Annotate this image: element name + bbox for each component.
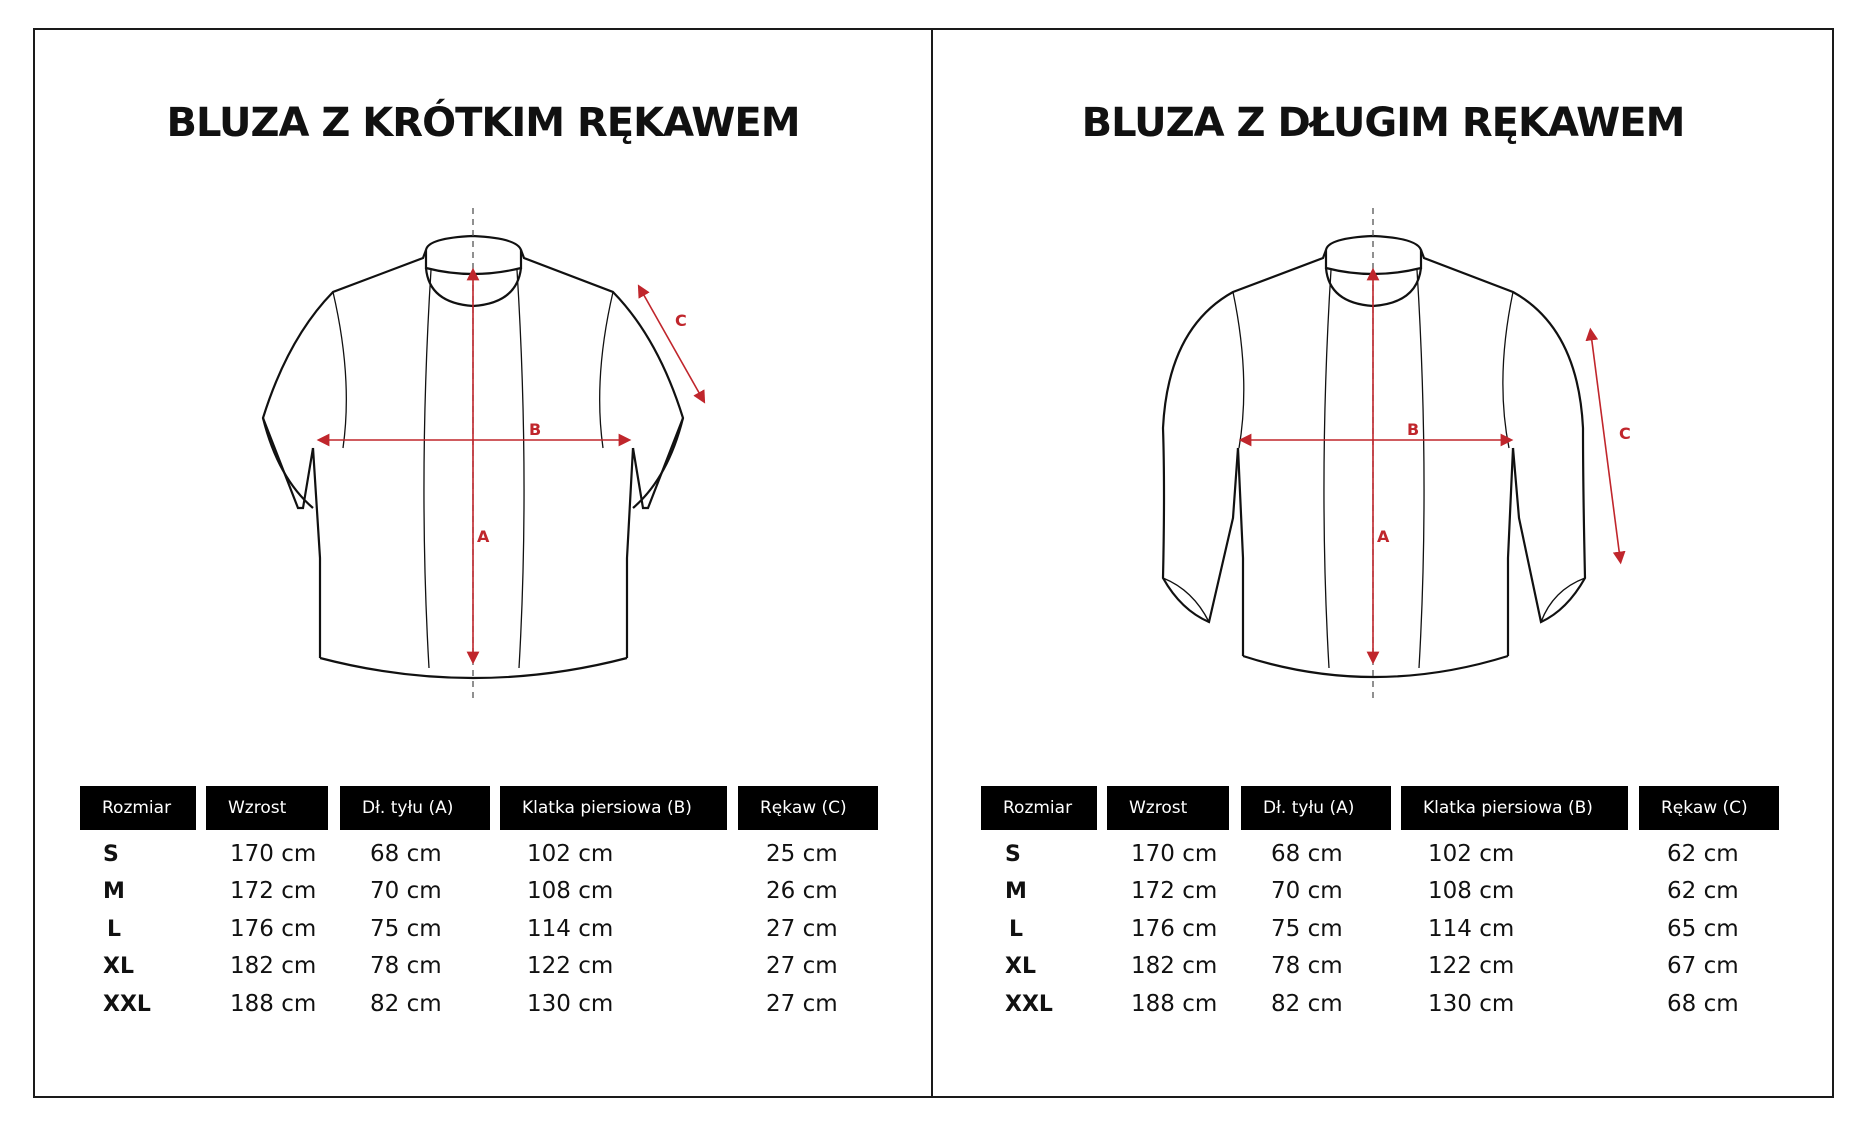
long-sleeve-panel xyxy=(933,28,1833,1098)
table-row xyxy=(933,873,1833,910)
shirt-outline xyxy=(1163,236,1585,677)
cell-back: 82 cm xyxy=(370,991,442,1017)
cell-sleeve: 62 cm xyxy=(1667,841,1739,867)
cell-height: 188 cm xyxy=(1131,991,1218,1017)
measure-a-label: A xyxy=(477,527,490,546)
cell-sleeve: 26 cm xyxy=(766,878,838,904)
cell-size: L xyxy=(1009,917,1024,942)
measure-c-label: C xyxy=(675,311,687,330)
cell-chest: 130 cm xyxy=(527,991,614,1017)
cell-chest: 130 cm xyxy=(1428,991,1515,1017)
cell-back: 82 cm xyxy=(1271,991,1343,1017)
table-row xyxy=(33,873,933,910)
cell-chest: 114 cm xyxy=(527,916,614,942)
table-row xyxy=(33,986,933,1023)
cell-size: S xyxy=(1005,842,1021,867)
header-height: Wzrost xyxy=(206,786,328,830)
cell-size: L xyxy=(107,917,122,942)
cell-chest: 122 cm xyxy=(527,953,614,979)
cell-chest: 122 cm xyxy=(1428,953,1515,979)
cell-sleeve: 67 cm xyxy=(1667,953,1739,979)
cell-height: 170 cm xyxy=(230,841,317,867)
header-size: Rozmiar xyxy=(80,786,196,830)
panel-title: BLUZA Z KRÓTKIM RĘKAWEM xyxy=(166,100,800,146)
measure-a-label: A xyxy=(1377,527,1390,546)
header-height: Wzrost xyxy=(1107,786,1229,830)
cell-height: 182 cm xyxy=(230,953,317,979)
table-row xyxy=(933,948,1833,985)
long-sleeve-diagram xyxy=(933,178,1833,738)
cell-chest: 102 cm xyxy=(1428,841,1515,867)
cell-height: 182 cm xyxy=(1131,953,1218,979)
cell-height: 176 cm xyxy=(230,916,317,942)
cell-back: 70 cm xyxy=(1271,878,1343,904)
measure-c-arrow xyxy=(1591,334,1620,558)
cell-sleeve: 27 cm xyxy=(766,991,838,1017)
cell-back: 78 cm xyxy=(370,953,442,979)
table-row xyxy=(33,836,933,873)
table-row xyxy=(933,836,1833,873)
header-size: Rozmiar xyxy=(981,786,1097,830)
cell-sleeve: 68 cm xyxy=(1667,991,1739,1017)
cell-size: M xyxy=(1005,879,1027,904)
cell-chest: 108 cm xyxy=(1428,878,1515,904)
size-table xyxy=(33,786,933,1086)
cell-size: XXL xyxy=(1005,992,1053,1017)
cell-back: 70 cm xyxy=(370,878,442,904)
cell-size: XL xyxy=(103,954,134,979)
cell-size: M xyxy=(103,879,125,904)
size-table xyxy=(933,786,1833,1086)
cell-height: 176 cm xyxy=(1131,916,1218,942)
cell-back: 75 cm xyxy=(370,916,442,942)
cell-back: 68 cm xyxy=(370,841,442,867)
table-row xyxy=(33,948,933,985)
cell-height: 172 cm xyxy=(1131,878,1218,904)
header-sleeve: Rękaw (C) xyxy=(1639,786,1779,830)
header-sleeve: Rękaw (C) xyxy=(738,786,878,830)
cell-chest: 102 cm xyxy=(527,841,614,867)
cell-height: 172 cm xyxy=(230,878,317,904)
panel-title: BLUZA Z DŁUGIM RĘKAWEM xyxy=(1081,100,1685,146)
header-chest: Klatka piersiowa (B) xyxy=(1401,786,1628,830)
cell-size: S xyxy=(103,842,119,867)
cell-size: XXL xyxy=(103,992,151,1017)
table-row xyxy=(33,911,933,948)
cell-chest: 108 cm xyxy=(527,878,614,904)
cell-sleeve: 65 cm xyxy=(1667,916,1739,942)
cell-chest: 114 cm xyxy=(1428,916,1515,942)
measure-b-label: B xyxy=(529,420,542,439)
cell-height: 188 cm xyxy=(230,991,317,1017)
cell-back: 78 cm xyxy=(1271,953,1343,979)
cell-sleeve: 62 cm xyxy=(1667,878,1739,904)
cell-back: 75 cm xyxy=(1271,916,1343,942)
cell-sleeve: 27 cm xyxy=(766,953,838,979)
header-back-length: Dł. tyłu (A) xyxy=(340,786,490,830)
table-row xyxy=(933,986,1833,1023)
table-row xyxy=(933,911,1833,948)
short-sleeve-diagram xyxy=(33,178,933,738)
cell-back: 68 cm xyxy=(1271,841,1343,867)
cell-sleeve: 27 cm xyxy=(766,916,838,942)
header-back-length: Dł. tyłu (A) xyxy=(1241,786,1391,830)
measure-b-label: B xyxy=(1407,420,1420,439)
measure-c-label: C xyxy=(1619,424,1631,443)
cell-height: 170 cm xyxy=(1131,841,1218,867)
cell-sleeve: 25 cm xyxy=(766,841,838,867)
measure-c-arrow xyxy=(641,290,702,398)
cell-size: XL xyxy=(1005,954,1036,979)
header-chest: Klatka piersiowa (B) xyxy=(500,786,727,830)
short-sleeve-panel xyxy=(33,28,933,1098)
